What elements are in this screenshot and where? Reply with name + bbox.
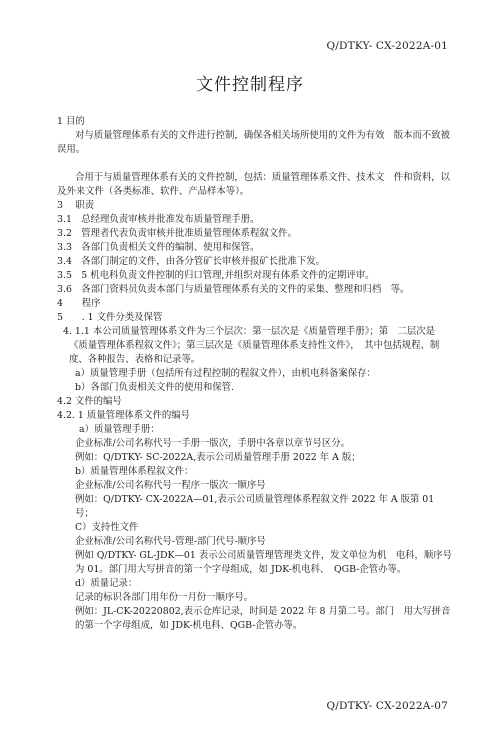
list-item: a）质量管理手册（包括所有过程控制的程叙文件），由机电科备案保存： <box>75 368 376 379</box>
paragraph-line: 例如：Q/DTKY- SC-2022A,表示公司质量管理手册 2022 年 A 版； <box>75 452 361 463</box>
list-item: a）质量管理手册： <box>79 424 160 435</box>
responsibility-item: 3.5 5 机电科负责文件控制的归口管理,并组织对现有体系文件的定期评审。 <box>57 270 375 281</box>
blank-line <box>57 157 452 171</box>
section-heading-purpose: 1 目的 <box>57 116 85 127</box>
subsection-heading-classification: 5 . 1 文件分类及保管 <box>57 312 163 323</box>
header-doc-code: Q/DTKY- CX-2022A-01 <box>326 40 448 52</box>
paragraph-line: 记录的标识各部门用年份一月份一顺序号。 <box>75 592 254 603</box>
responsibility-item: 3.4 各部门制定的文件，由各分管矿长审核并报矿长批准下发。 <box>57 256 326 267</box>
paragraph-line: 例如：Q/DTKY- CX-2022A—01,表示公司质量管理体系程叙文件 2022 年 A 版第 01 号； <box>75 494 435 519</box>
paragraph-line: 例如：JL-CK-20220802,表示仓库记录，时间是 2022 年 8 月第二号。部门 用大写拼音的第一个字母组成，如 JDK-机电科、QGB-企管办等。 <box>75 606 451 631</box>
list-item: b）质量管理体系程叙文件： <box>75 466 194 477</box>
subsection-heading-numbering: 4.2 文件的编号 <box>57 396 122 407</box>
footer-doc-code: Q/DTKY- CX-2022A-07 <box>326 700 448 712</box>
paragraph-line: 企业标准/公司名称代号一手册一版次，手册中各章以章节号区分。 <box>75 438 351 449</box>
document-body <box>57 115 452 633</box>
responsibility-item: 3.2 管理者代表负责审核并批准质量管理体系程叙文件。 <box>57 228 297 239</box>
responsibility-item: 3.1 总经理负责审核并批准发布质量管理手册。 <box>57 214 260 225</box>
section-heading-procedure: 4 程序 <box>57 298 101 309</box>
paragraph-scope: 合用于与质量管理体系有关的文件控制，包括：质量管理体系文件、技术文 件和资料，以及外来文件（各类标准、软件、产品样本等）。 <box>57 172 451 197</box>
list-item: d）质量记录： <box>75 578 138 589</box>
paragraph-line: 企业标准/公司名称代号-管理-部门代号-顺序号 <box>75 536 266 547</box>
responsibility-item: 3.3 各部门负责相关文件的编制、使用和保管。 <box>57 242 260 253</box>
section-heading-responsibility: 3 职责 <box>57 200 95 211</box>
responsibility-item: 3.6 各部门资料员负责本部门与质量管理体系有关的文件的采集、整理和归档 等。 <box>57 284 410 295</box>
paragraph-line: 企业标准/公司名称代号一程序一版次一顺序号 <box>75 480 266 491</box>
subsection-heading-system-numbering: 4.2. 1 质量管理体系文件的编号 <box>57 410 190 421</box>
paragraph-purpose: 对与质量管理体系有关的文件进行控制，确保各相关场所使用的文件为有效 版本而不致被误用。 <box>57 130 451 155</box>
list-item: b）各部门负责相关文件的使用和保管. <box>75 382 234 393</box>
paragraph-line: 例如 Q/DTKY- GL-JDK—01 表示公司质量管理管理类文件，发文单位为机 电科，顺序号为 01。部门用大写拼音的第一个字母组成，如 JDK-机电科、 QGB-企管办等。 <box>75 550 452 575</box>
paragraph-doc-levels: 4. 1.1 本公司质量管理体系文件为三个层次：第一层次是《质量管理手册》；第 二层次是《质量管理体系程叙文件》；第三层次是《质量管理体系支持性文件》， 其中包括规程、制度、各种报告、表格和记录等。 <box>63 326 440 365</box>
page-title: 文件控制程序 <box>196 75 304 95</box>
list-item: C）支持性文件 <box>75 522 139 533</box>
